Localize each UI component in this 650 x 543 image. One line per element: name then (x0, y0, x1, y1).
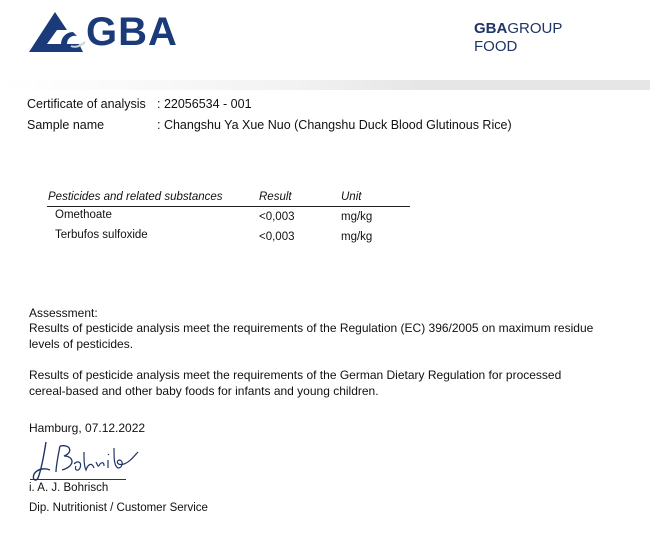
assessment-para1-line2: levels of pesticides. (29, 337, 134, 351)
group-food-label (474, 20, 562, 56)
group-bold: GBA (474, 20, 508, 37)
table-row-result: <0,003 (259, 231, 295, 243)
group-rest: GROUP (507, 20, 563, 37)
signer-title: Dip. Nutritionist / Customer Service (29, 502, 208, 514)
header-divider-fade (0, 80, 420, 90)
sample-label: Sample name (27, 118, 105, 132)
sample-value: : Changshu Ya Xue Nuo (Changshu Duck Blood Glutinous Rice) (157, 118, 512, 132)
table-header-unit: Unit (341, 191, 362, 203)
table-row-substance: Terbufos sulfoxide (55, 229, 148, 241)
table-row-substance: Omethoate (55, 209, 112, 221)
certificate-value: : 22056534 - 001 (157, 97, 252, 111)
assessment-para2-line1: Results of pesticide analysis meet the requirements of the German Dietary Regulation for processed (29, 368, 562, 382)
assessment-para2-line2: cereal-based and other baby foods for infants and young children. (29, 384, 379, 398)
assessment-para1-line1: Results of pesticide analysis meet the requirements of the Regulation (EC) 396/2005 on maximum residue (29, 321, 594, 335)
table-row-unit: mg/kg (341, 231, 373, 243)
group-food: FOOD (474, 38, 518, 55)
table-row-result: <0,003 (259, 211, 295, 223)
handwritten-signature (30, 438, 150, 482)
table-header-substance: Pesticides and related substances (48, 191, 223, 203)
table-row-unit: mg/kg (341, 211, 373, 223)
signer-name: i. A. J. Bohrisch (29, 482, 109, 494)
certificate-label: Certificate of analysis (27, 97, 146, 111)
assessment-title: Assessment: (29, 306, 98, 320)
place-date: Hamburg, 07.12.2022 (29, 421, 146, 435)
table-header-rule (47, 206, 410, 207)
logo-wordmark: GBA (86, 10, 178, 54)
table-header-result: Result (259, 191, 292, 203)
